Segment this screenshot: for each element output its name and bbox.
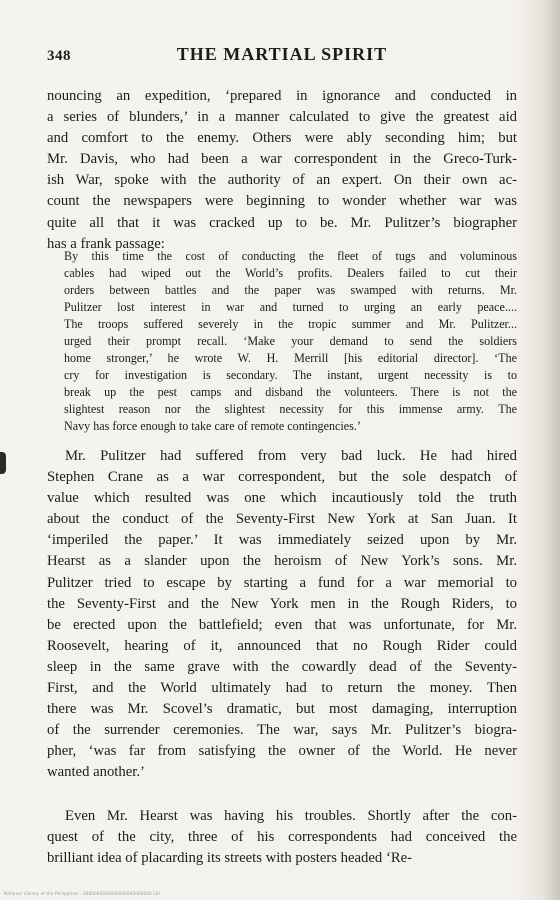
text-line: Mr. Pulitzer had suffered from very bad luck. He had hired [65,448,517,464]
quote-line: slightest reason nor the slightest necessity for this immense army. The [64,402,517,416]
text-line: there was Mr. Scovel’s dramatic, but most damaging, interruption [47,701,517,718]
text-line: First, and the World ultimately had to return the money. Then [47,680,517,697]
text-line: brilliant idea of placarding its streets with posters headed ‘Re- [47,850,413,867]
quote-line: Pulitzer lost interest in war and turned to urging an early peace.... [64,300,517,314]
text-line: value which resulted was one which incautiously told the truth [47,490,517,507]
scan-footer-mark: National Library of the Philippines · 0000000000000000000000000 LUI [4,891,160,896]
text-line: quite all that it was cracked up to be. Mr. Pulitzer’s biographer [47,214,517,231]
quote-line: cables had wiped out the World’s profits. Dealers failed to cut their [64,266,517,280]
running-head: THE MARTIAL SPIRIT [176,44,388,64]
text-line: sleep in the same grave with the cowardly dead of the Seventy- [47,658,517,675]
text-line: a series of blunders,’ in a manner calculated to give the greatest aid [47,109,517,126]
quote-line: Navy has force enough to take care of remote contingencies.’ [64,419,361,433]
paragraph-2 [47,446,517,784]
quote-line: cry for investigation is secondary. The instant, urgent necessity is to [64,368,517,382]
text-line: nouncing an expedition, ‘prepared in ignorance and conducted in [47,88,517,104]
text-line: Even Mr. Hearst was having his troubles. Shortly after the con- [65,808,517,824]
quote-line: orders between battles and the paper was swamped with returns. Mr. [64,283,517,297]
block-quote [64,248,517,435]
text-line: of the surrender ceremonies. The war, says Mr. Pulitzer’s biogra- [47,722,517,739]
text-line: Mr. Davis, who had been a war correspondent in the Greco-Turk- [47,151,517,168]
text-line: wanted another.’ [47,764,145,781]
text-line: the Seventy-First and the New York men in the Rough Riders, to [47,595,517,612]
text-line: about the conduct of the Seventy-First New York at San Juan. It [47,511,517,528]
text-line: ish War, spoke with the authority of an expert. On their own ac- [47,172,517,189]
text-line: Hearst as a slander upon the heroism of New York’s sons. Mr. [47,553,517,570]
page-number: 348 [47,48,71,64]
quote-line: urged their prompt recall. ‘Make your demand to send the soldiers [64,334,517,348]
text-line: Pulitzer tried to escape by starting a fund for a war memorial to [47,574,517,591]
quote-line: home stronger,’ he wrote W. H. Merrill [his editorial director]. ‘The [64,351,517,365]
paragraph-3 [47,806,517,869]
quote-line: break up the pest camps and disband the volunteers. There is not the [64,385,517,399]
text-line: and comfort to the enemy. Others were ably seconding him; but [47,130,517,147]
text-line: pher, ‘was far from satisfying the owner of the World. He never [47,743,517,760]
text-line: ‘imperiled the paper.’ It was immediately seized upon by Mr. [47,532,517,549]
text-line: has a frank passage: [47,235,165,252]
text-line: quest of the city, three of his correspondents had conceived the [47,829,517,846]
quote-line: By this time the cost of conducting the fleet of tugs and voluminous [64,249,517,263]
quote-line: The troops suffered severely in the tropic summer and Mr. Pulitzer... [64,317,517,331]
text-line: Stephen Crane as a war correspondent, but the sole despatch of [47,469,517,486]
paragraph-1 [47,86,517,255]
text-line: Roosevelt, hearing of it, announced that no Rough Rider could [47,637,517,654]
text-line: be erected upon the battlefield; even that was unfortunate, for Mr. [47,616,517,633]
text-line: count the newspapers were beginning to wonder whether war was [47,193,517,210]
page-header [47,40,517,70]
binding-shadow [0,452,6,474]
